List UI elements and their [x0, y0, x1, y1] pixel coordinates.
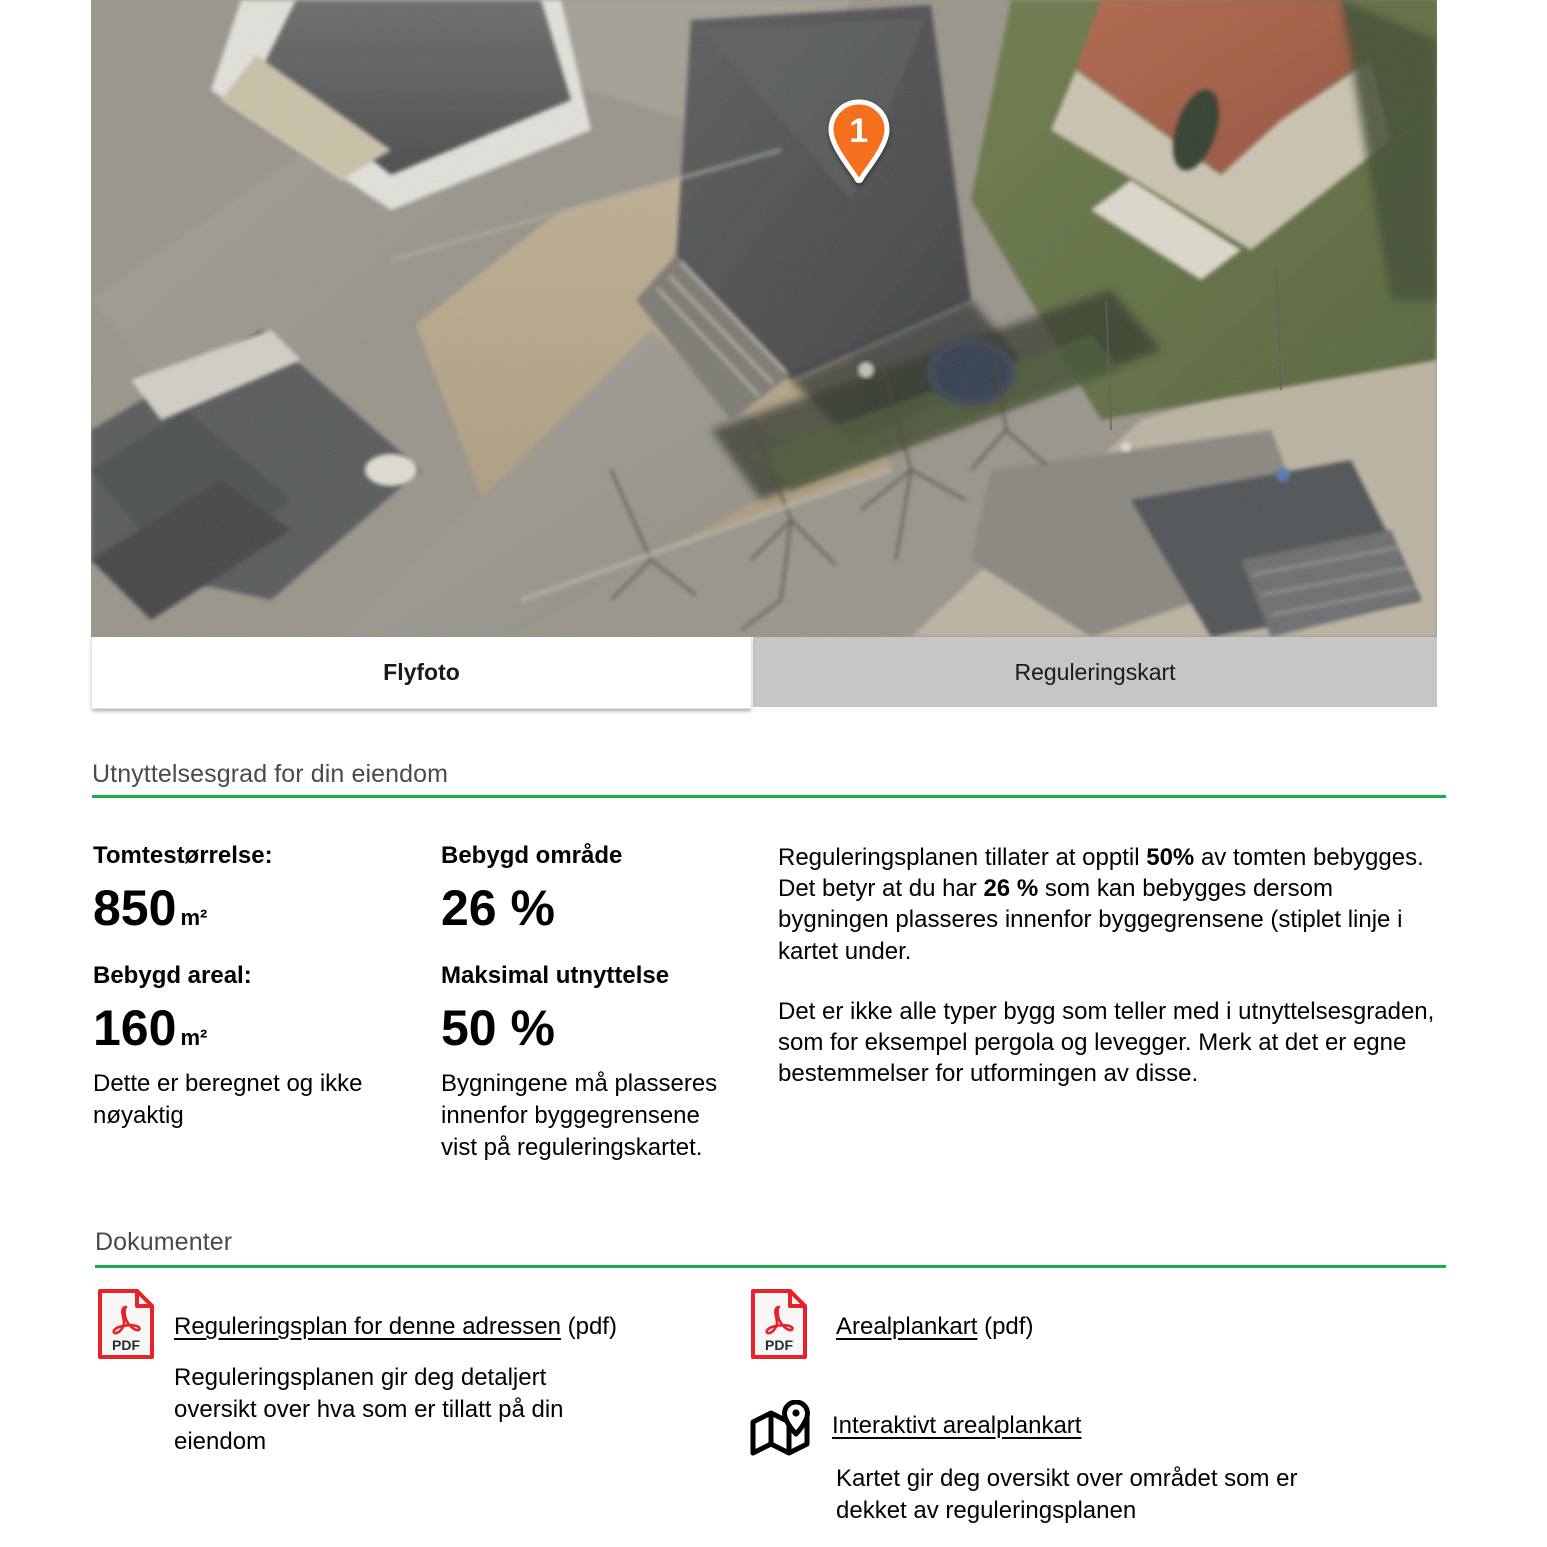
tab-reguleringskart[interactable]: [753, 637, 1437, 707]
paragraph1-bold-max: 50%: [1146, 844, 1195, 871]
stat-label-bebygd-areal: Bebygd areal:: [93, 962, 252, 989]
tab-flyfoto-label: Flyfoto: [383, 659, 460, 685]
document-link-reguleringsplan-suffix: (pdf): [560, 1313, 617, 1340]
stat-label-tomtestorrelse: Tomtestørrelse:: [93, 842, 273, 869]
stat-number-tomtestorrelse: 850: [93, 880, 177, 936]
documents-divider: [95, 1265, 1446, 1268]
utilization-paragraph-1: [778, 842, 1446, 967]
document-link-reguleringsplan-text[interactable]: Reguleringsplan for denne adressen: [174, 1313, 561, 1340]
aerial-photo-image: [91, 0, 1437, 637]
stat-value-maksimal-utnyttelse: 50 %: [441, 1000, 555, 1056]
aerial-photo[interactable]: [91, 0, 1437, 637]
pdf-icon-glyph: [97, 1288, 155, 1360]
pdf-icon-glyph: [750, 1288, 808, 1360]
document-desc-interaktivt-arealplankart: Kartet gir deg oversikt over området som er dekket av reguleringsplanen: [836, 1465, 1298, 1524]
marker-label: 1: [849, 112, 869, 150]
map-pin-icon-glyph: [750, 1400, 816, 1458]
pdf-icon: [750, 1288, 808, 1360]
stat-value-bebygd-omrade: 26 %: [441, 880, 555, 936]
stat-note-maksimal-utnyttelse: Bygningene må plasseres innenfor byggegrensene vist på reguleringskartet.: [441, 1070, 718, 1161]
paragraph1-pre: Reguleringsplanen tillater at opptil: [778, 844, 1147, 871]
map-pin-icon: [750, 1400, 816, 1458]
document-link-arealplankart-suffix: (pdf): [977, 1313, 1034, 1340]
stat-note-bebygd-areal: Dette er beregnet og ikke nøyaktig: [93, 1070, 363, 1129]
stat-number-bebygd-areal: 160: [93, 1000, 177, 1056]
document-link-arealplankart-text[interactable]: Arealplankart: [836, 1313, 978, 1340]
stat-label-bebygd-omrade: Bebygd område: [441, 842, 623, 869]
paragraph1-post: som kan bebygges dersom bygningen plasseres innenfor byggegrensene (stiplet linje i kartet under.: [778, 875, 1403, 965]
document-desc-reguleringsplan: Reguleringsplanen gir deg detaljert oversikt over hva som er tillatt på din eiendom: [174, 1364, 564, 1455]
document-link-interaktivt-arealplankart-text[interactable]: Interaktivt arealplankart: [832, 1412, 1082, 1439]
svg-text:PDF: PDF: [112, 1337, 140, 1353]
paragraph1-mid: av tomten bebygges. Det betyr at du har: [778, 844, 1424, 903]
paragraph1-bold-current: 26 %: [983, 875, 1039, 903]
stat-label-maksimal-utnyttelse: Maksimal utnyttelse: [441, 962, 670, 989]
stat-value-tomtestorrelse: [93, 880, 208, 936]
stat-value-bebygd-areal: [93, 1000, 208, 1056]
documents-heading: Dokumenter: [95, 1228, 233, 1256]
stat-unit-bebygd-areal: m²: [180, 1025, 208, 1050]
tab-flyfoto[interactable]: [91, 637, 752, 709]
svg-text:PDF: PDF: [765, 1337, 793, 1353]
tab-reguleringskart-label: Reguleringskart: [1014, 658, 1176, 685]
map-marker-pin[interactable]: [827, 99, 891, 184]
document-link-reguleringsplan[interactable]: [174, 1313, 617, 1341]
stat-unit-tomtestorrelse: m²: [180, 905, 208, 930]
document-link-interaktivt-arealplankart[interactable]: [832, 1412, 1081, 1440]
utilization-heading: Utnyttelsesgrad for din eiendom: [92, 760, 449, 788]
pdf-icon: [97, 1288, 155, 1360]
document-link-arealplankart[interactable]: [836, 1313, 1033, 1341]
map-view-tabs: [91, 637, 1437, 711]
utilization-divider: [92, 795, 1446, 798]
utilization-paragraph-2: Det er ikke alle typer bygg som teller med i utnyttelsesgraden, som for eksempel pergola og levegger. Merk at det er egne bestemmelser for utformingen av disse.: [778, 998, 1435, 1088]
